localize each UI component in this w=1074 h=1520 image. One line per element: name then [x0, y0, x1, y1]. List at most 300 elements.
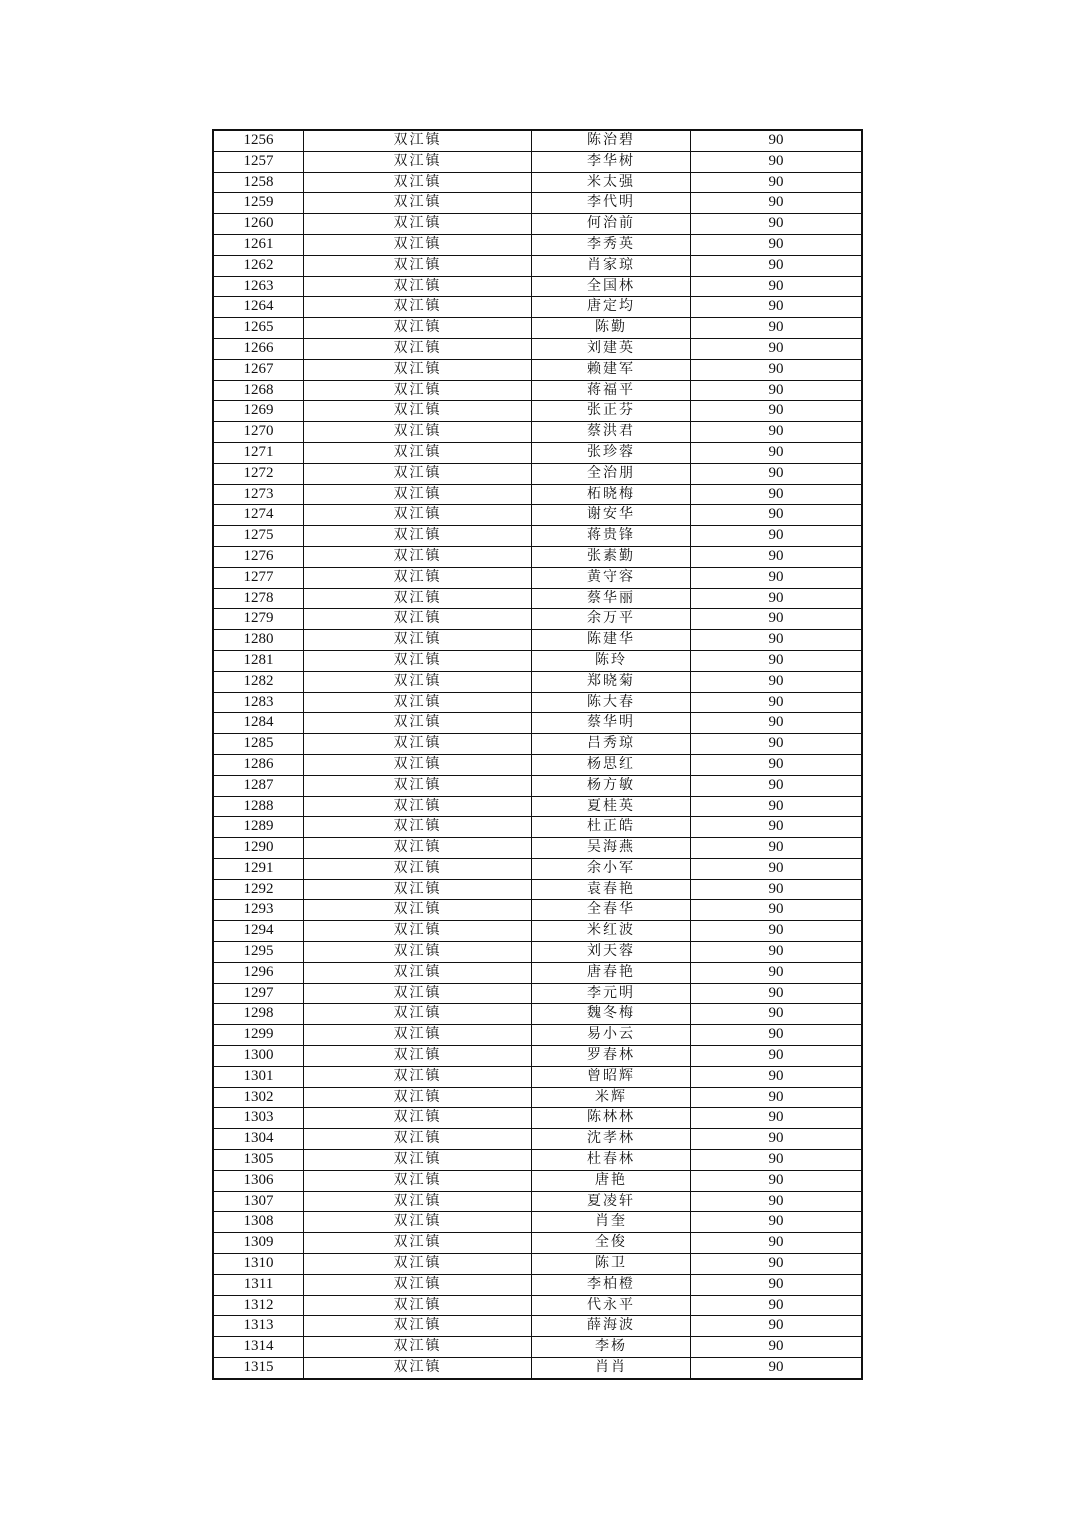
town-cell: 双江镇: [304, 442, 532, 463]
person-name-cell: 吴海燕: [532, 838, 691, 859]
table-row: [213, 130, 862, 151]
score-cell: 90: [691, 796, 863, 817]
table-row: [213, 1212, 862, 1233]
person-name-cell: 余万平: [532, 609, 691, 630]
table-row: [213, 234, 862, 255]
row-number-cell: 1290: [213, 838, 304, 859]
row-number-cell: 1261: [213, 234, 304, 255]
person-name-cell: 杨思红: [532, 754, 691, 775]
table-row: [213, 1129, 862, 1150]
score-cell: 90: [691, 338, 863, 359]
row-number-cell: 1307: [213, 1191, 304, 1212]
table-row: [213, 151, 862, 172]
row-number-cell: 1283: [213, 692, 304, 713]
score-cell: 90: [691, 775, 863, 796]
score-cell: 90: [691, 546, 863, 567]
town-cell: 双江镇: [304, 1087, 532, 1108]
score-cell: 90: [691, 1233, 863, 1254]
row-number-cell: 1289: [213, 817, 304, 838]
person-name-cell: 李华树: [532, 151, 691, 172]
table-row: [213, 879, 862, 900]
town-cell: 双江镇: [304, 1004, 532, 1025]
score-cell: 90: [691, 962, 863, 983]
row-number-cell: 1306: [213, 1170, 304, 1191]
row-number-cell: 1294: [213, 921, 304, 942]
score-cell: 90: [691, 609, 863, 630]
table-row: [213, 1337, 862, 1358]
score-cell: 90: [691, 380, 863, 401]
table-row: [213, 1254, 862, 1275]
score-cell: 90: [691, 442, 863, 463]
town-cell: 双江镇: [304, 650, 532, 671]
table-row: [213, 609, 862, 630]
row-number-cell: 1287: [213, 775, 304, 796]
town-cell: 双江镇: [304, 255, 532, 276]
score-cell: 90: [691, 401, 863, 422]
row-number-cell: 1286: [213, 754, 304, 775]
row-number-cell: 1314: [213, 1337, 304, 1358]
row-number-cell: 1263: [213, 276, 304, 297]
score-cell: 90: [691, 463, 863, 484]
row-number-cell: 1284: [213, 713, 304, 734]
row-number-cell: 1298: [213, 1004, 304, 1025]
score-cell: 90: [691, 214, 863, 235]
score-cell: 90: [691, 630, 863, 651]
score-cell: 90: [691, 172, 863, 193]
town-cell: 双江镇: [304, 172, 532, 193]
score-cell: 90: [691, 276, 863, 297]
table-row: [213, 1316, 862, 1337]
town-cell: 双江镇: [304, 505, 532, 526]
person-name-cell: 陈勤: [532, 318, 691, 339]
town-cell: 双江镇: [304, 234, 532, 255]
town-cell: 双江镇: [304, 942, 532, 963]
person-name-cell: 黄守容: [532, 567, 691, 588]
score-cell: 90: [691, 671, 863, 692]
town-cell: 双江镇: [304, 1025, 532, 1046]
table-row: [213, 921, 862, 942]
table-row: [213, 442, 862, 463]
person-name-cell: 罗春林: [532, 1046, 691, 1067]
person-name-cell: 张素勤: [532, 546, 691, 567]
row-number-cell: 1281: [213, 650, 304, 671]
person-name-cell: 柘晓梅: [532, 484, 691, 505]
person-name-cell: 袁春艳: [532, 879, 691, 900]
table-row: [213, 338, 862, 359]
score-cell: 90: [691, 505, 863, 526]
table-row: [213, 297, 862, 318]
table-row: [213, 1066, 862, 1087]
row-number-cell: 1295: [213, 942, 304, 963]
person-name-cell: 全国林: [532, 276, 691, 297]
person-name-cell: 米太强: [532, 172, 691, 193]
person-name-cell: 薛海波: [532, 1316, 691, 1337]
town-cell: 双江镇: [304, 1191, 532, 1212]
table-row: [213, 650, 862, 671]
row-number-cell: 1288: [213, 796, 304, 817]
score-cell: 90: [691, 1316, 863, 1337]
table-row: [213, 858, 862, 879]
table-row: [213, 1108, 862, 1129]
row-number-cell: 1291: [213, 858, 304, 879]
table-row: [213, 318, 862, 339]
table-row: [213, 1295, 862, 1316]
score-cell: 90: [691, 754, 863, 775]
score-cell: 90: [691, 588, 863, 609]
row-number-cell: 1280: [213, 630, 304, 651]
row-number-cell: 1260: [213, 214, 304, 235]
town-cell: 双江镇: [304, 713, 532, 734]
person-name-cell: 曾昭辉: [532, 1066, 691, 1087]
row-number-cell: 1278: [213, 588, 304, 609]
town-cell: 双江镇: [304, 609, 532, 630]
row-number-cell: 1259: [213, 193, 304, 214]
row-number-cell: 1267: [213, 359, 304, 380]
score-cell: 90: [691, 858, 863, 879]
person-name-cell: 陈建华: [532, 630, 691, 651]
table-row: [213, 484, 862, 505]
person-name-cell: 米红波: [532, 921, 691, 942]
town-cell: 双江镇: [304, 921, 532, 942]
table-row: [213, 380, 862, 401]
row-number-cell: 1303: [213, 1108, 304, 1129]
table-row: [213, 671, 862, 692]
town-cell: 双江镇: [304, 1046, 532, 1067]
person-name-cell: 刘建英: [532, 338, 691, 359]
town-cell: 双江镇: [304, 838, 532, 859]
score-cell: 90: [691, 1337, 863, 1358]
town-cell: 双江镇: [304, 380, 532, 401]
person-name-cell: 肖奎: [532, 1212, 691, 1233]
score-cell: 90: [691, 817, 863, 838]
row-number-cell: 1269: [213, 401, 304, 422]
table-row: [213, 1004, 862, 1025]
town-cell: 双江镇: [304, 900, 532, 921]
row-number-cell: 1265: [213, 318, 304, 339]
score-cell: 90: [691, 193, 863, 214]
town-cell: 双江镇: [304, 754, 532, 775]
table-row: [213, 775, 862, 796]
score-cell: 90: [691, 484, 863, 505]
town-cell: 双江镇: [304, 671, 532, 692]
score-cell: 90: [691, 1087, 863, 1108]
score-cell: 90: [691, 900, 863, 921]
town-cell: 双江镇: [304, 1170, 532, 1191]
row-number-cell: 1311: [213, 1274, 304, 1295]
row-number-cell: 1310: [213, 1254, 304, 1275]
town-cell: 双江镇: [304, 1129, 532, 1150]
person-name-cell: 陈治碧: [532, 130, 691, 151]
town-cell: 双江镇: [304, 1108, 532, 1129]
town-cell: 双江镇: [304, 297, 532, 318]
person-name-cell: 唐艳: [532, 1170, 691, 1191]
row-number-cell: 1276: [213, 546, 304, 567]
town-cell: 双江镇: [304, 858, 532, 879]
table-row: [213, 422, 862, 443]
row-number-cell: 1299: [213, 1025, 304, 1046]
score-cell: 90: [691, 1046, 863, 1067]
row-number-cell: 1262: [213, 255, 304, 276]
score-cell: 90: [691, 1191, 863, 1212]
table-row: [213, 1233, 862, 1254]
town-cell: 双江镇: [304, 983, 532, 1004]
score-cell: 90: [691, 1254, 863, 1275]
person-name-cell: 蒋福平: [532, 380, 691, 401]
person-name-cell: 肖家琼: [532, 255, 691, 276]
score-cell: 90: [691, 255, 863, 276]
table-row: [213, 983, 862, 1004]
row-number-cell: 1270: [213, 422, 304, 443]
score-cell: 90: [691, 1066, 863, 1087]
row-number-cell: 1308: [213, 1212, 304, 1233]
table-row: [213, 193, 862, 214]
person-name-cell: 李秀英: [532, 234, 691, 255]
town-cell: 双江镇: [304, 546, 532, 567]
town-cell: 双江镇: [304, 130, 532, 151]
town-cell: 双江镇: [304, 318, 532, 339]
person-name-cell: 陈玲: [532, 650, 691, 671]
score-cell: 90: [691, 838, 863, 859]
row-number-cell: 1293: [213, 900, 304, 921]
person-name-cell: 李杨: [532, 1337, 691, 1358]
row-number-cell: 1257: [213, 151, 304, 172]
score-cell: 90: [691, 297, 863, 318]
score-cell: 90: [691, 650, 863, 671]
town-cell: 双江镇: [304, 1233, 532, 1254]
score-cell: 90: [691, 1295, 863, 1316]
person-name-cell: 杜正皓: [532, 817, 691, 838]
person-name-cell: 谢安华: [532, 505, 691, 526]
table-row: [213, 630, 862, 651]
person-name-cell: 李元明: [532, 983, 691, 1004]
person-name-cell: 余小军: [532, 858, 691, 879]
table-row: [213, 546, 862, 567]
score-cell: 90: [691, 422, 863, 443]
person-name-cell: 李代明: [532, 193, 691, 214]
town-cell: 双江镇: [304, 775, 532, 796]
table-row: [213, 1170, 862, 1191]
town-cell: 双江镇: [304, 484, 532, 505]
person-name-cell: 全春华: [532, 900, 691, 921]
town-cell: 双江镇: [304, 526, 532, 547]
person-name-cell: 刘天蓉: [532, 942, 691, 963]
score-cell: 90: [691, 1212, 863, 1233]
person-name-cell: 全治朋: [532, 463, 691, 484]
person-name-cell: 易小云: [532, 1025, 691, 1046]
table-row: [213, 796, 862, 817]
town-cell: 双江镇: [304, 1212, 532, 1233]
table-row: [213, 962, 862, 983]
town-cell: 双江镇: [304, 1066, 532, 1087]
table-row: [213, 692, 862, 713]
person-name-cell: 赖建军: [532, 359, 691, 380]
score-cell: 90: [691, 359, 863, 380]
score-cell: 90: [691, 151, 863, 172]
table-row: [213, 463, 862, 484]
person-name-cell: 陈大春: [532, 692, 691, 713]
person-name-cell: 陈林林: [532, 1108, 691, 1129]
person-name-cell: 全俊: [532, 1233, 691, 1254]
person-name-cell: 代永平: [532, 1295, 691, 1316]
person-name-cell: 杨方敏: [532, 775, 691, 796]
table-row: [213, 588, 862, 609]
person-name-cell: 郑晓菊: [532, 671, 691, 692]
row-number-cell: 1315: [213, 1358, 304, 1379]
score-cell: 90: [691, 234, 863, 255]
row-number-cell: 1256: [213, 130, 304, 151]
table-row: [213, 567, 862, 588]
row-number-cell: 1300: [213, 1046, 304, 1067]
row-number-cell: 1296: [213, 962, 304, 983]
row-number-cell: 1309: [213, 1233, 304, 1254]
person-name-cell: 吕秀琼: [532, 734, 691, 755]
town-cell: 双江镇: [304, 567, 532, 588]
town-cell: 双江镇: [304, 734, 532, 755]
table-row: [213, 1087, 862, 1108]
person-name-cell: 唐定均: [532, 297, 691, 318]
town-cell: 双江镇: [304, 1337, 532, 1358]
person-name-cell: 蔡华明: [532, 713, 691, 734]
table-row: [213, 1025, 862, 1046]
score-cell: 90: [691, 942, 863, 963]
town-cell: 双江镇: [304, 193, 532, 214]
town-cell: 双江镇: [304, 276, 532, 297]
town-cell: 双江镇: [304, 1358, 532, 1379]
row-number-cell: 1304: [213, 1129, 304, 1150]
town-cell: 双江镇: [304, 1295, 532, 1316]
table-row: [213, 359, 862, 380]
person-name-cell: 杜春林: [532, 1150, 691, 1171]
row-number-cell: 1279: [213, 609, 304, 630]
row-number-cell: 1312: [213, 1295, 304, 1316]
row-number-cell: 1301: [213, 1066, 304, 1087]
score-cell: 90: [691, 1108, 863, 1129]
score-cell: 90: [691, 879, 863, 900]
person-name-cell: 蔡洪君: [532, 422, 691, 443]
score-cell: 90: [691, 567, 863, 588]
person-name-cell: 李柏橙: [532, 1274, 691, 1295]
table-row: [213, 255, 862, 276]
row-number-cell: 1313: [213, 1316, 304, 1337]
row-number-cell: 1277: [213, 567, 304, 588]
row-number-cell: 1297: [213, 983, 304, 1004]
table-row: [213, 754, 862, 775]
row-number-cell: 1274: [213, 505, 304, 526]
table-row: [213, 1274, 862, 1295]
person-name-cell: 何治前: [532, 214, 691, 235]
score-cell: 90: [691, 1150, 863, 1171]
town-cell: 双江镇: [304, 817, 532, 838]
row-number-cell: 1268: [213, 380, 304, 401]
town-cell: 双江镇: [304, 422, 532, 443]
row-number-cell: 1272: [213, 463, 304, 484]
town-cell: 双江镇: [304, 214, 532, 235]
table-row: [213, 817, 862, 838]
row-number-cell: 1264: [213, 297, 304, 318]
table-row: [213, 276, 862, 297]
row-number-cell: 1302: [213, 1087, 304, 1108]
row-number-cell: 1266: [213, 338, 304, 359]
score-cell: 90: [691, 130, 863, 151]
table-row: [213, 172, 862, 193]
person-name-cell: 张珍蓉: [532, 442, 691, 463]
town-cell: 双江镇: [304, 692, 532, 713]
score-cell: 90: [691, 1170, 863, 1191]
table-row: [213, 1191, 862, 1212]
person-name-cell: 夏桂英: [532, 796, 691, 817]
table-row: [213, 214, 862, 235]
score-cell: 90: [691, 526, 863, 547]
person-name-cell: 蒋贵锋: [532, 526, 691, 547]
table-row: [213, 713, 862, 734]
town-cell: 双江镇: [304, 338, 532, 359]
town-cell: 双江镇: [304, 463, 532, 484]
score-cell: 90: [691, 1004, 863, 1025]
row-number-cell: 1275: [213, 526, 304, 547]
row-number-cell: 1305: [213, 1150, 304, 1171]
score-cell: 90: [691, 1358, 863, 1379]
town-cell: 双江镇: [304, 630, 532, 651]
score-cell: 90: [691, 921, 863, 942]
score-cell: 90: [691, 692, 863, 713]
town-cell: 双江镇: [304, 1150, 532, 1171]
score-cell: 90: [691, 1274, 863, 1295]
roster-table: [212, 129, 863, 1380]
roster-table-body: [213, 130, 862, 1379]
row-number-cell: 1285: [213, 734, 304, 755]
person-name-cell: 蔡华丽: [532, 588, 691, 609]
person-name-cell: 夏凌轩: [532, 1191, 691, 1212]
row-number-cell: 1258: [213, 172, 304, 193]
score-cell: 90: [691, 713, 863, 734]
score-cell: 90: [691, 1025, 863, 1046]
score-cell: 90: [691, 1129, 863, 1150]
town-cell: 双江镇: [304, 1254, 532, 1275]
person-name-cell: 唐春艳: [532, 962, 691, 983]
person-name-cell: 陈卫: [532, 1254, 691, 1275]
score-cell: 90: [691, 983, 863, 1004]
row-number-cell: 1271: [213, 442, 304, 463]
row-number-cell: 1282: [213, 671, 304, 692]
person-name-cell: 肖肖: [532, 1358, 691, 1379]
person-name-cell: 张正芬: [532, 401, 691, 422]
town-cell: 双江镇: [304, 401, 532, 422]
table-row: [213, 505, 862, 526]
table-row: [213, 838, 862, 859]
town-cell: 双江镇: [304, 796, 532, 817]
table-row: [213, 900, 862, 921]
score-cell: 90: [691, 318, 863, 339]
table-row: [213, 734, 862, 755]
table-row: [213, 1046, 862, 1067]
town-cell: 双江镇: [304, 1316, 532, 1337]
town-cell: 双江镇: [304, 1274, 532, 1295]
town-cell: 双江镇: [304, 962, 532, 983]
person-name-cell: 沈孝林: [532, 1129, 691, 1150]
town-cell: 双江镇: [304, 151, 532, 172]
score-cell: 90: [691, 734, 863, 755]
table-row: [213, 942, 862, 963]
town-cell: 双江镇: [304, 588, 532, 609]
person-name-cell: 米辉: [532, 1087, 691, 1108]
town-cell: 双江镇: [304, 359, 532, 380]
table-row: [213, 526, 862, 547]
row-number-cell: 1292: [213, 879, 304, 900]
person-name-cell: 魏冬梅: [532, 1004, 691, 1025]
table-row: [213, 1150, 862, 1171]
town-cell: 双江镇: [304, 879, 532, 900]
table-row: [213, 1358, 862, 1379]
